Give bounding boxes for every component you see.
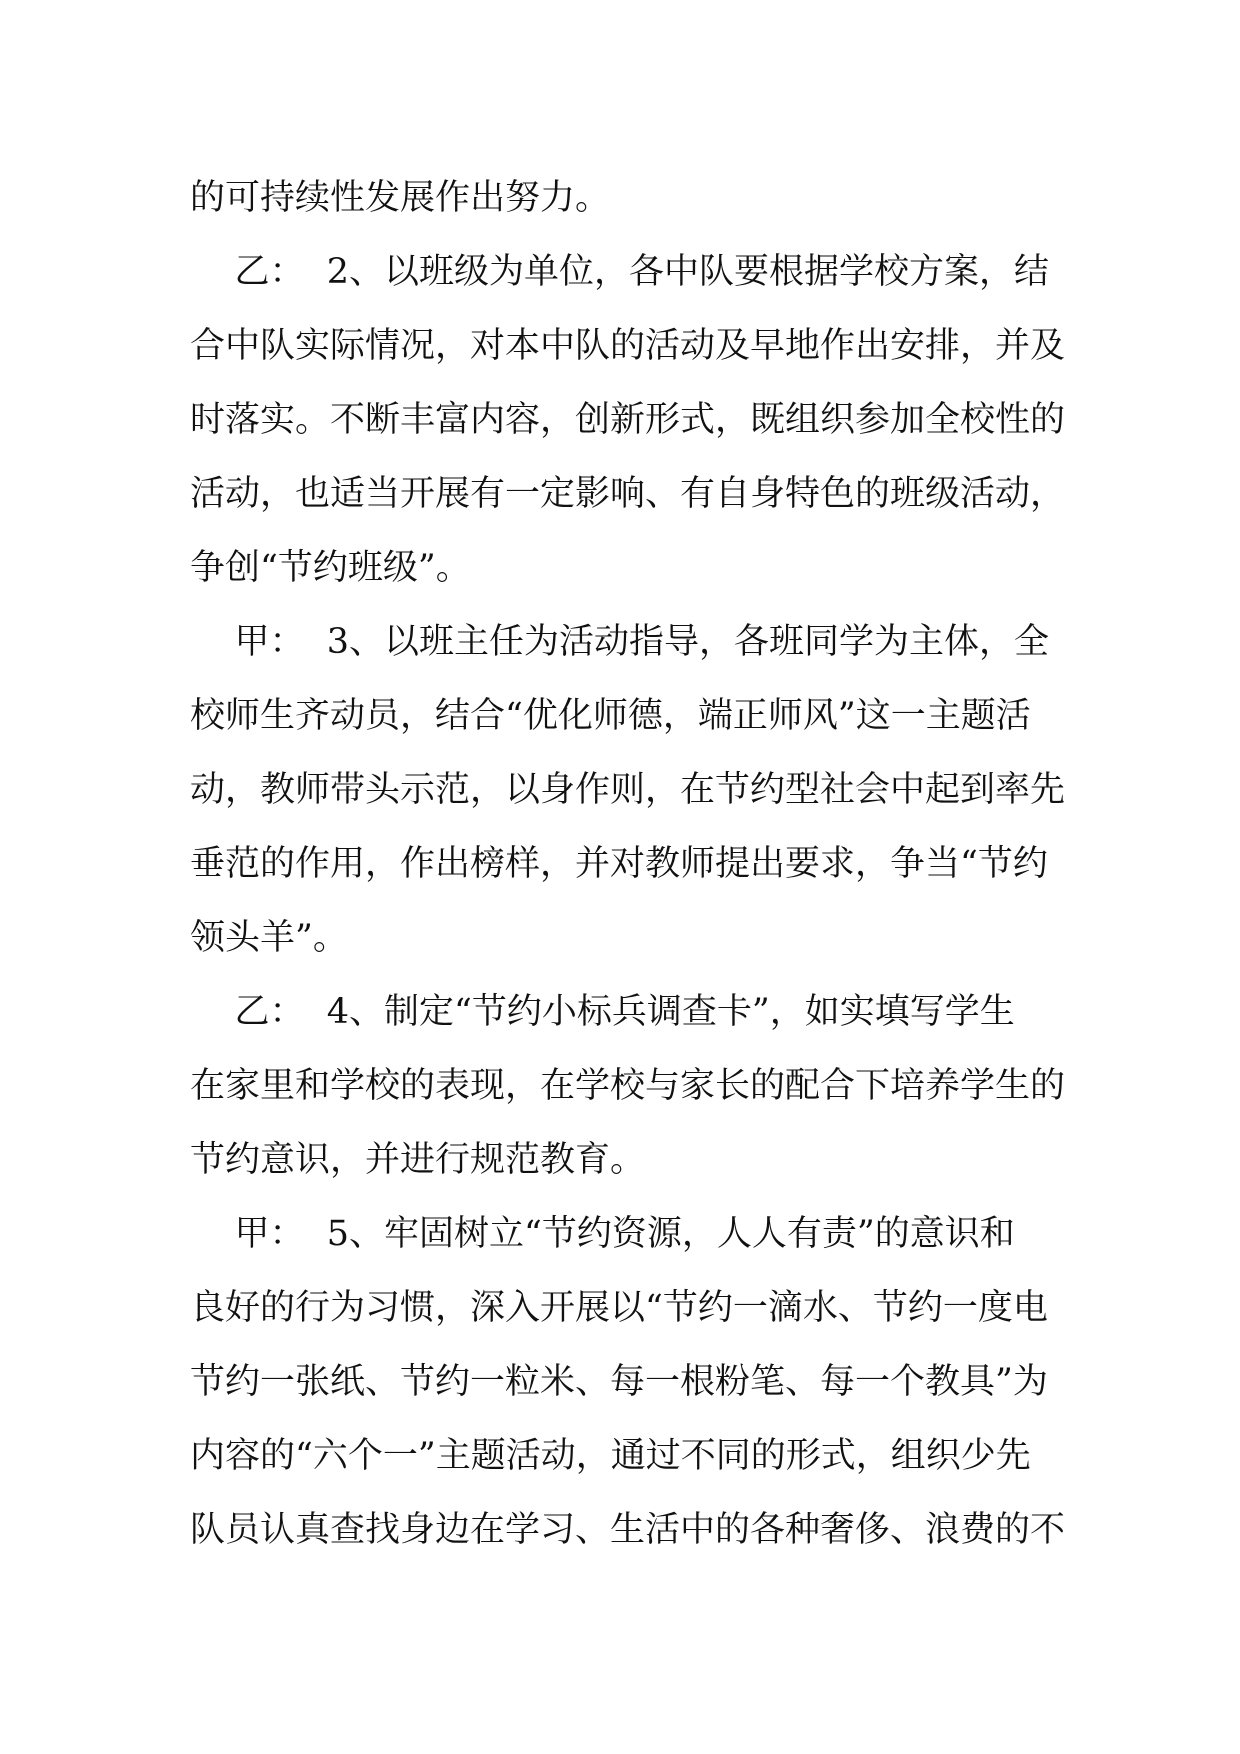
text-line: 乙： 4、制定“节约小标兵调查卡”，如实填写学生 bbox=[190, 992, 1015, 1032]
text-line: 动，教师带头示范，以身作则，在节约型社会中起到率先 bbox=[190, 770, 1066, 810]
text-line: 合中队实际情况，对本中队的活动及早地作出安排，并及 bbox=[190, 326, 1066, 366]
document-body bbox=[190, 178, 1066, 1584]
text-line: 领头羊”。 bbox=[190, 918, 348, 958]
text-line: 队员认真查找身边在学习、生活中的各种奢侈、浪费的不 bbox=[190, 1510, 1066, 1550]
text-line: 校师生齐动员，结合“优化师德，端正师风”这一主题活 bbox=[190, 696, 1031, 736]
text-line: 的可持续性发展作出努力。 bbox=[190, 178, 611, 218]
text-line: 乙： 2、以班级为单位，各中队要根据学校方案，结 bbox=[190, 252, 1050, 292]
text-line: 时落实。不断丰富内容，创新形式，既组织参加全校性的 bbox=[190, 400, 1066, 440]
text-line: 节约一张纸、节约一粒米、每一根粉笔、每一个教具”为 bbox=[190, 1362, 1048, 1402]
text-line: 在家里和学校的表现，在学校与家长的配合下培养学生的 bbox=[190, 1066, 1066, 1106]
text-line: 良好的行为习惯，深入开展以“节约一滴水、节约一度电 bbox=[190, 1288, 1048, 1328]
text-line: 活动，也适当开展有一定影响、有自身特色的班级活动， bbox=[190, 474, 1066, 514]
text-line: 垂范的作用，作出榜样，并对教师提出要求，争当“节约 bbox=[190, 844, 1048, 884]
text-line: 节约意识，并进行规范教育。 bbox=[190, 1140, 646, 1180]
text-line: 甲： 3、以班主任为活动指导，各班同学为主体，全 bbox=[190, 622, 1050, 662]
text-line: 争创“节约班级”。 bbox=[190, 548, 471, 588]
text-line: 内容的“六个一”主题活动，通过不同的形式，组织少先 bbox=[190, 1436, 1031, 1476]
text-line: 甲： 5、牢固树立“节约资源，人人有责”的意识和 bbox=[190, 1214, 1015, 1254]
